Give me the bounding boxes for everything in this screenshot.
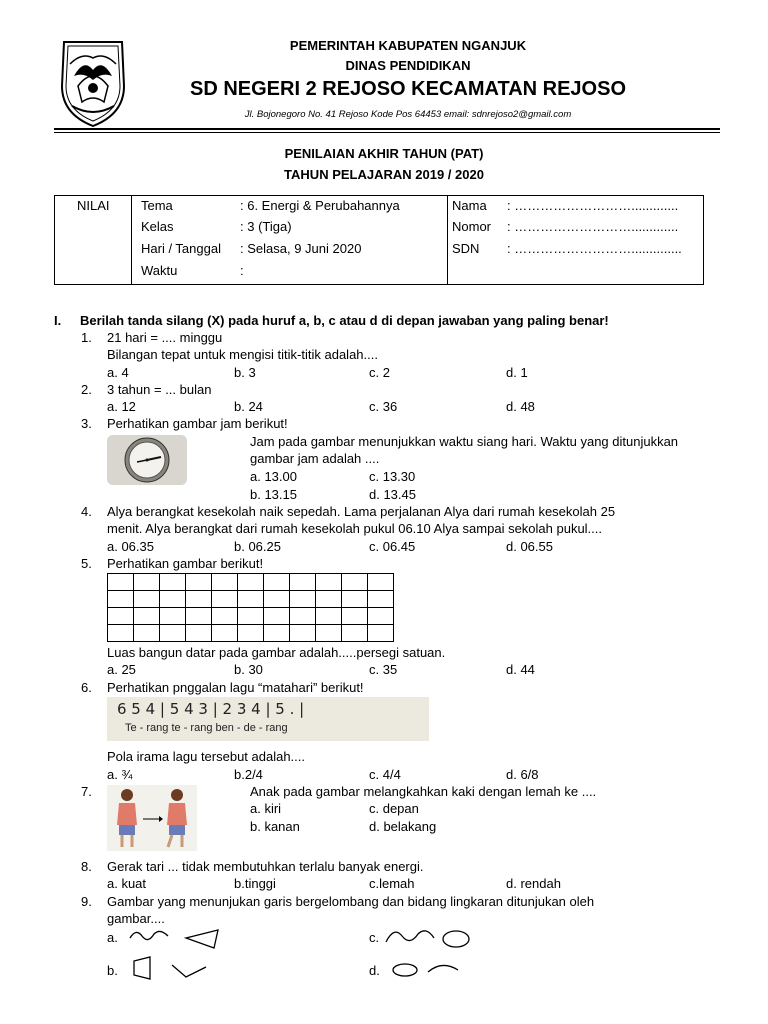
gov-line: PEMERINTAH KABUPATEN NGANJUK <box>289 38 527 53</box>
q2-text: 3 tahun = ... bulan <box>107 382 212 397</box>
q1-text2: Bilangan tepat untuk mengisi titik-titik adalah.... <box>107 347 378 362</box>
q6-number: 6. <box>81 680 92 695</box>
dept-line: DINAS PENDIDIKAN <box>345 58 471 73</box>
q9-number: 9. <box>81 894 92 909</box>
q2-option-c: c. 36 <box>369 399 398 414</box>
section-numeral: I. <box>54 313 62 328</box>
waktu-label: Waktu <box>141 263 178 278</box>
wave-and-triangle-shapes <box>128 924 222 950</box>
sdn-label: SDN <box>452 241 480 256</box>
q8-option-c: c.lemah <box>369 876 415 891</box>
notation-lyrics: Te - rang te - rang ben - de - rang <box>125 722 288 734</box>
q2-option-d: d. 48 <box>506 399 535 414</box>
q5-option-b: b. 30 <box>234 662 263 677</box>
sdn-value: : ……………………….............. <box>507 241 682 256</box>
hari-label: Hari / Tanggal <box>141 241 221 256</box>
header-rule-thick <box>54 128 720 130</box>
section-instruction: Berilah tanda silang (X) pada huruf a, b, c atau d di depan jawaban yang paling benar! <box>80 313 609 328</box>
q5-option-a: a. 25 <box>107 662 136 677</box>
q4-option-b: b. 06.25 <box>234 539 281 554</box>
q3-option-b: b. 13.15 <box>250 487 297 502</box>
q7-option-a: a. kiri <box>250 801 282 816</box>
q1-text: 21 hari = .... minggu <box>107 330 223 345</box>
oval-and-arc-shapes <box>390 958 466 980</box>
q4-option-a: a. 06.35 <box>107 539 154 554</box>
q3-text2: Jam pada gambar menunjukkan waktu siang hari. Waktu yang ditunjukkan <box>250 434 679 449</box>
q6-option-b: b.2/4 <box>234 767 263 782</box>
q1-option-d: d. 1 <box>506 365 528 380</box>
q7-option-c: c. depan <box>369 801 419 816</box>
song-notation-image <box>107 697 429 741</box>
q3-text: Perhatikan gambar jam berikut! <box>107 416 288 431</box>
q6-text: Perhatikan pnggalan lagu “matahari” berikut! <box>107 680 364 695</box>
q4-text: Alya berangkat kesekolah naik sepedah. Lama perjalanan Alya dari rumah kesekolah 25 <box>107 504 616 519</box>
q9-text: Gambar yang menunjukan garis bergelombang dan bidang lingkaran ditunjukan oleh <box>107 894 595 909</box>
q5-text: Perhatikan gambar berikut! <box>107 556 264 571</box>
q6-option-d: d. 6/8 <box>506 767 539 782</box>
q4-text2: menit. Alya berangkat dari rumah kesekolah pukul 06.10 Alya sampai sekolah pukul.... <box>107 521 603 536</box>
q2-option-b: b. 24 <box>234 399 263 414</box>
q6-option-c: c. 4/4 <box>369 767 401 782</box>
q4-option-d: d. 06.55 <box>506 539 553 554</box>
q1-option-a: a. 4 <box>107 365 129 380</box>
nama-label: Nama <box>452 198 487 213</box>
q3-text3: gambar jam adalah .... <box>250 451 380 466</box>
q1-option-c: c. 2 <box>369 365 390 380</box>
q3-option-c: c. 13.30 <box>369 469 416 484</box>
q1-number: 1. <box>81 330 92 345</box>
exam-year: TAHUN PELAJARAN 2019 / 2020 <box>284 167 484 182</box>
tema-value: : 6. Energi & Perubahannya <box>240 198 400 213</box>
q5-text2: Luas bangun datar pada gambar adalah.....persegi satuan. <box>107 645 446 660</box>
q5-option-d: d. 44 <box>506 662 535 677</box>
q2-number: 2. <box>81 382 92 397</box>
q7-option-d: d. belakang <box>369 819 437 834</box>
header-rule-thin <box>54 132 720 133</box>
wave-and-circle-shapes <box>384 924 474 950</box>
q8-option-d: d. rendah <box>506 876 561 891</box>
notation-numbers: 6 5 4 | 5 4 3 | 2 3 4 | 5 . | <box>117 700 305 718</box>
clock-image <box>107 435 187 485</box>
nomor-label: Nomor <box>452 219 492 234</box>
q8-option-a: a. kuat <box>107 876 147 891</box>
q3-number: 3. <box>81 416 92 431</box>
school-address: Jl. Bojonegoro No. 41 Rejoso Kode Pos 64453 email: sdnrejoso2@gmail.com <box>244 109 572 120</box>
q3-option-a: a. 13.00 <box>250 469 297 484</box>
q9-option-a: a. <box>107 930 118 945</box>
hari-value: : Selasa, 9 Juni 2020 <box>240 241 362 256</box>
q6-text2: Pola irama lagu tersebut adalah.... <box>107 749 306 764</box>
nomor-value: : ………………………............. <box>507 219 679 234</box>
nama-value: : ………………………............. <box>507 198 679 213</box>
q7-text: Anak pada gambar melangkahkan kaki dengan lemah ke .... <box>250 784 597 799</box>
q3-option-d: d. 13.45 <box>369 487 416 502</box>
trapezoid-and-angle-shapes <box>128 955 210 983</box>
waktu-value: : <box>240 263 244 278</box>
q8-text: Gerak tari ... tidak membutuhkan terlalu banyak energi. <box>107 859 424 874</box>
tema-label: Tema <box>141 198 173 213</box>
kelas-value: : 3 (Tiga) <box>240 219 292 234</box>
q7-number: 7. <box>81 784 92 799</box>
kelas-label: Kelas <box>141 219 174 234</box>
school-name: SD NEGERI 2 REJOSO KECAMATAN REJOSO <box>190 78 626 100</box>
q8-number: 8. <box>81 859 92 874</box>
q1-option-b: b. 3 <box>234 365 256 380</box>
q8-option-b: b.tinggi <box>234 876 276 891</box>
q9-option-c: c. <box>369 930 380 945</box>
q4-number: 4. <box>81 504 92 519</box>
q2-option-a: a. 12 <box>107 399 136 414</box>
q9-text2: gambar.... <box>107 911 165 926</box>
q7-option-b: b. kanan <box>250 819 300 834</box>
children-stepping-image <box>107 785 197 851</box>
square-grid <box>107 573 394 642</box>
q5-option-c: c. 35 <box>369 662 398 677</box>
q5-number: 5. <box>81 556 92 571</box>
exam-title: PENILAIAN AKHIR TAHUN (PAT) <box>284 146 484 161</box>
q9-option-b: b. <box>107 963 118 978</box>
info-divider <box>131 196 132 284</box>
nilai-label: NILAI <box>77 198 110 213</box>
q9-option-d: d. <box>369 963 380 978</box>
info-divider <box>447 196 448 284</box>
q4-option-c: c. 06.45 <box>369 539 416 554</box>
q6-option-a: a. ¾ <box>107 767 133 782</box>
